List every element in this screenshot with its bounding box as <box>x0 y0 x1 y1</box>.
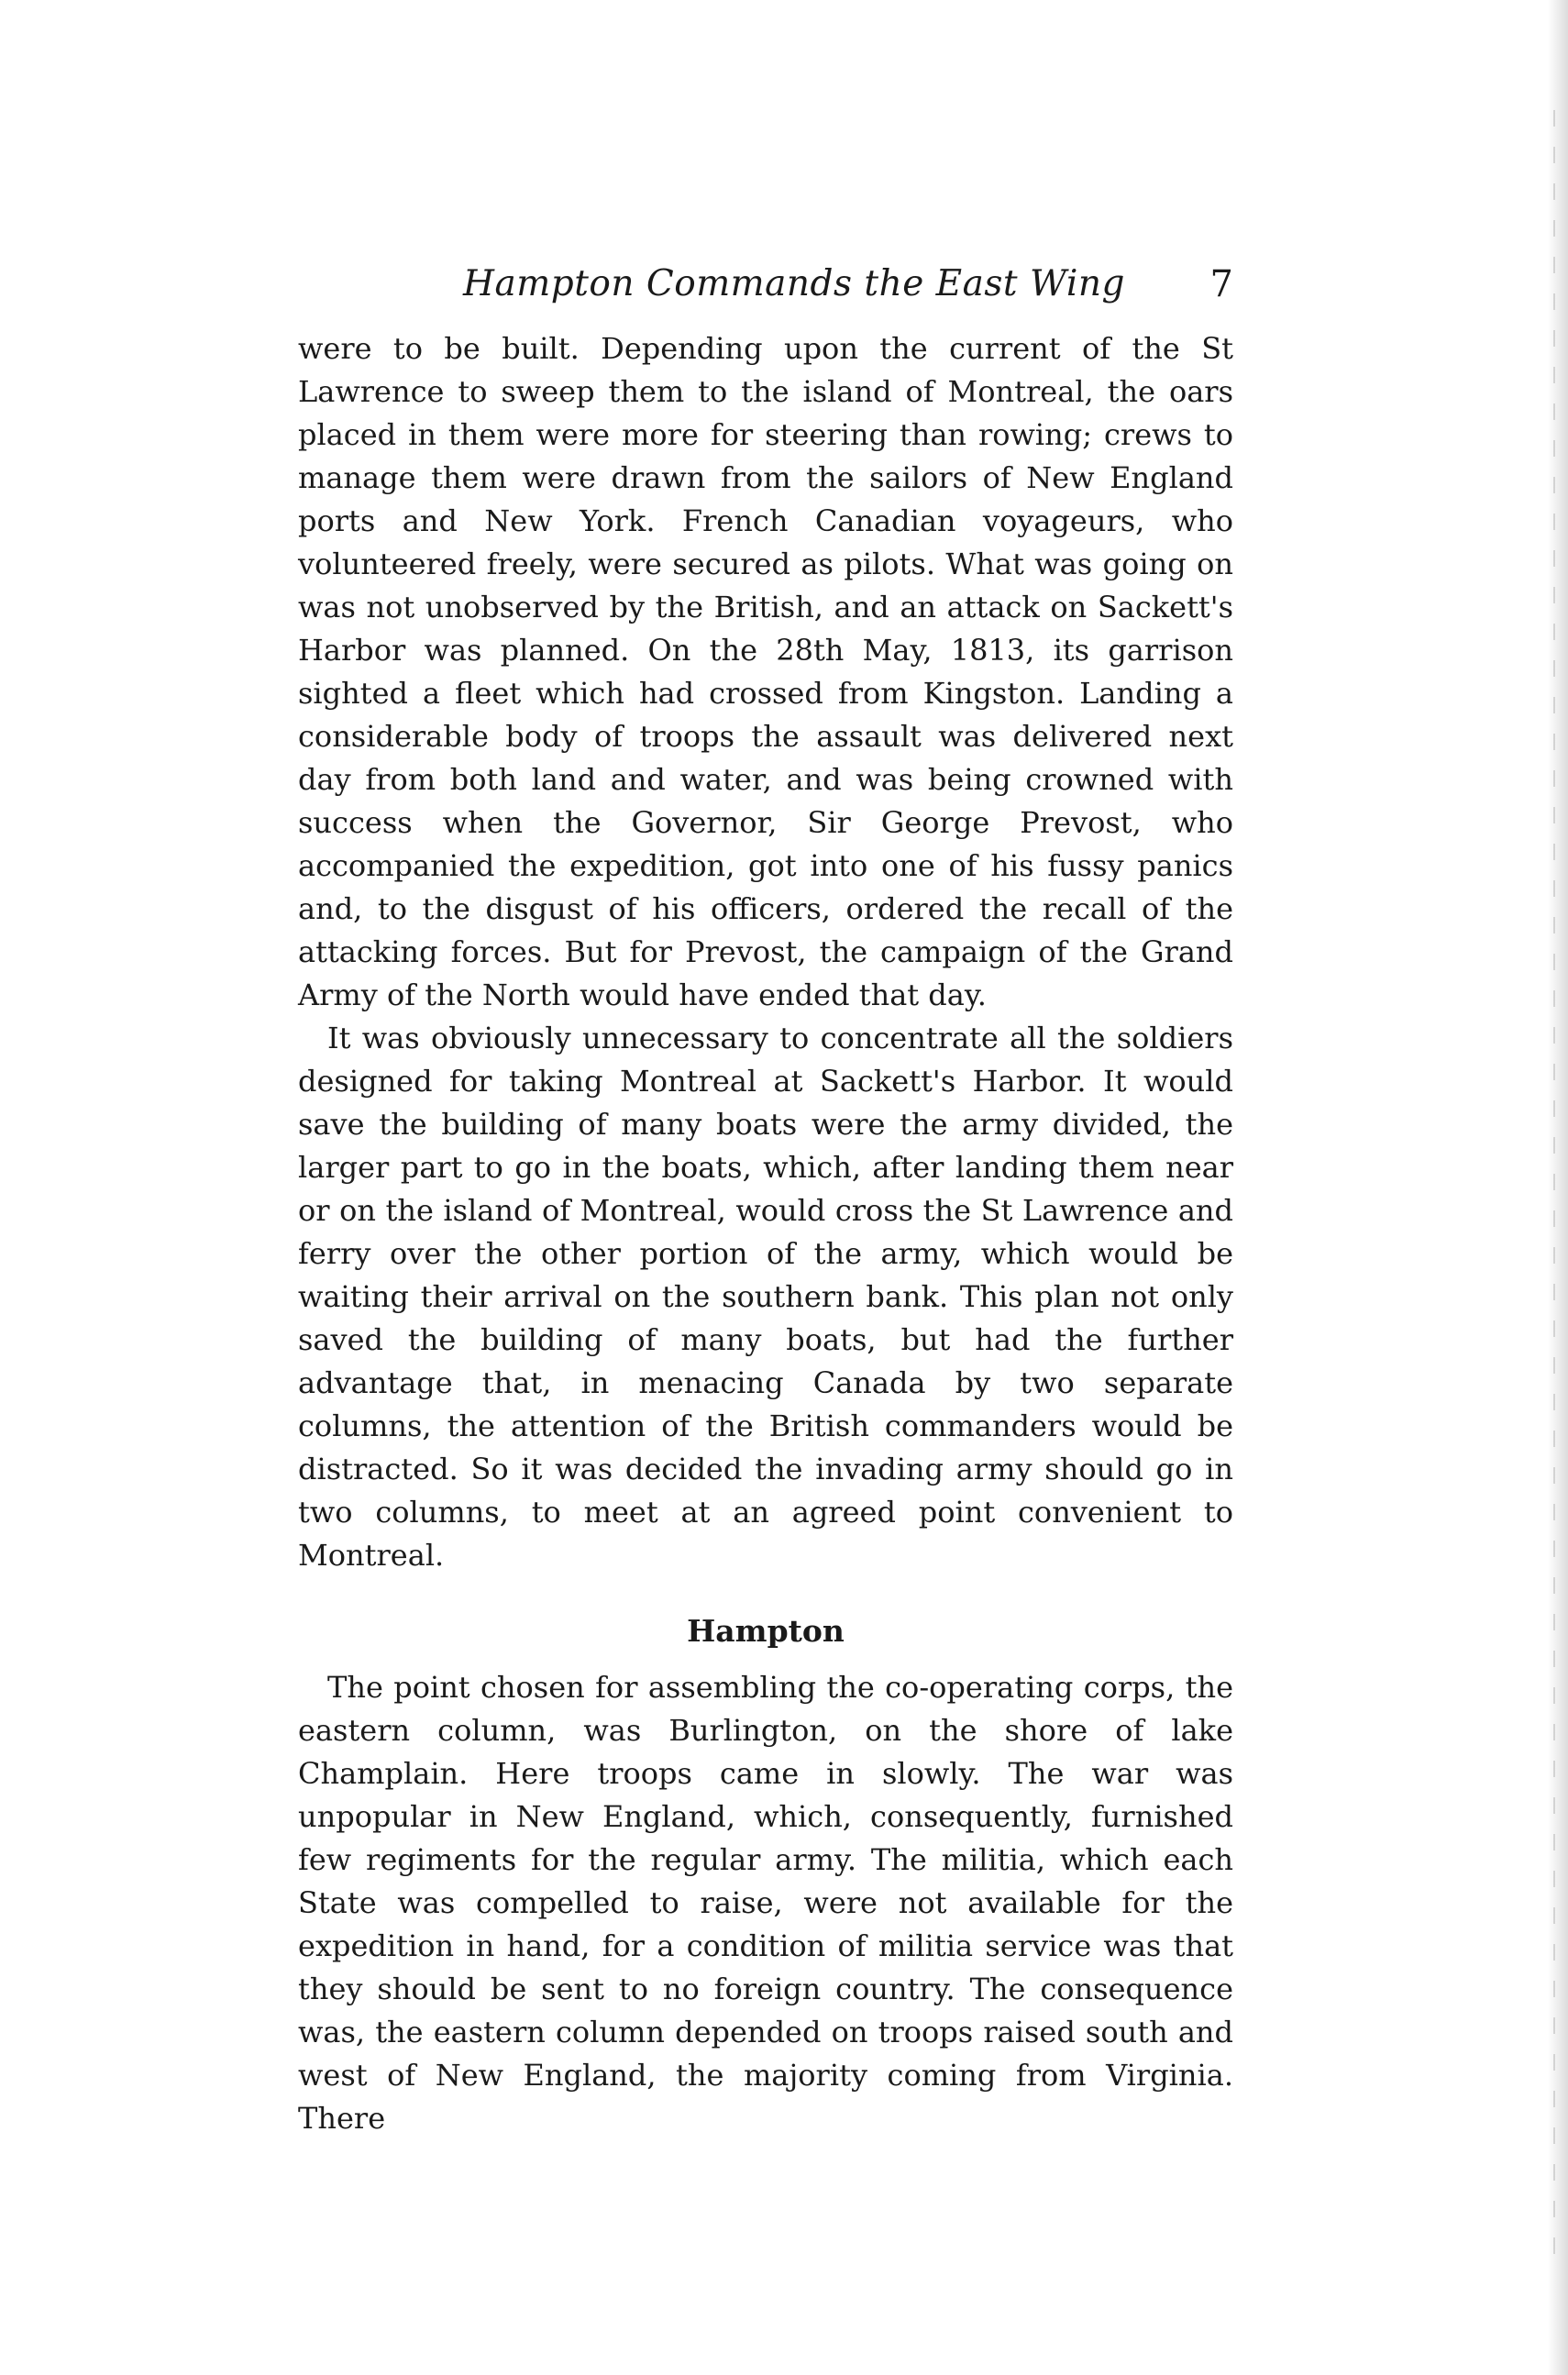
page-header <box>298 263 1233 318</box>
running-title: Hampton Commands the East Wing <box>463 263 1125 304</box>
page-number: 7 <box>1209 263 1233 305</box>
paragraph-1: were to be built. Depending upon the current of the St Lawrence to sweep them to the island of Montreal, the oars placed in them were more for steering than rowing; crews to manage them were drawn from the sailors of New England ports and New York. French Canadian voyageurs, who volunteered freely, were secured as pilots. What was going on was not unobserved by the British, and an attack on Sackett's Harbor was planned. On the 28th May, 1813, its garrison sighted a fleet which had crossed from Kingston. Landing a considerable body of troops the assault was delivered next day from both land and water, and was being crowned with success when the Governor, Sir George Prevost, who accompanied the expedition, got into one of his fussy panics and, to the disgust of his officers, ordered the recall of the attacking forces. But for Prevost, the campaign of the Grand Army of the North would have ended that day. <box>298 331 1233 1012</box>
section-heading: Hampton <box>687 1613 845 1649</box>
text-block-lower <box>298 1666 1233 2140</box>
page-edge-shadow <box>1548 0 1568 2375</box>
paragraph-3: The point chosen for assembling the co-operating corps, the eastern column, was Burlington, on the shore of lake Champlain. Here troops came in slowly. The war was unpopular in New England, which, consequently, furnished few regiments for the regular army. The militia, which each State was compelled to raise, were not available for the expedition in hand, for a condition of militia service was that they should be sent to no foreign country. The consequence was, the eastern column depended on troops raised south and west of New England, the majority coming from Virginia. There <box>298 1670 1233 2136</box>
text-block-upper <box>298 327 1233 1577</box>
page-edge-line <box>1553 110 1555 2265</box>
paragraph-2: It was obviously unnecessary to concentrate all the soldiers designed for taking Montreal at Sackett's Harbor. It would save the building of many boats were the army divided, the larger part to go in the boats, which, after landing them near or on the island of Montreal, would cross the St Lawrence and ferry over the other portion of the army, which would be waiting their arrival on the southern bank. This plan not only saved the building of many boats, but had the further advantage that, in menacing Canada by two separate columns, the attention of the British commanders would be distracted. So it was decided the invading army should go in two columns, to meet at an agreed point convenient to Montreal. <box>298 1021 1233 1573</box>
